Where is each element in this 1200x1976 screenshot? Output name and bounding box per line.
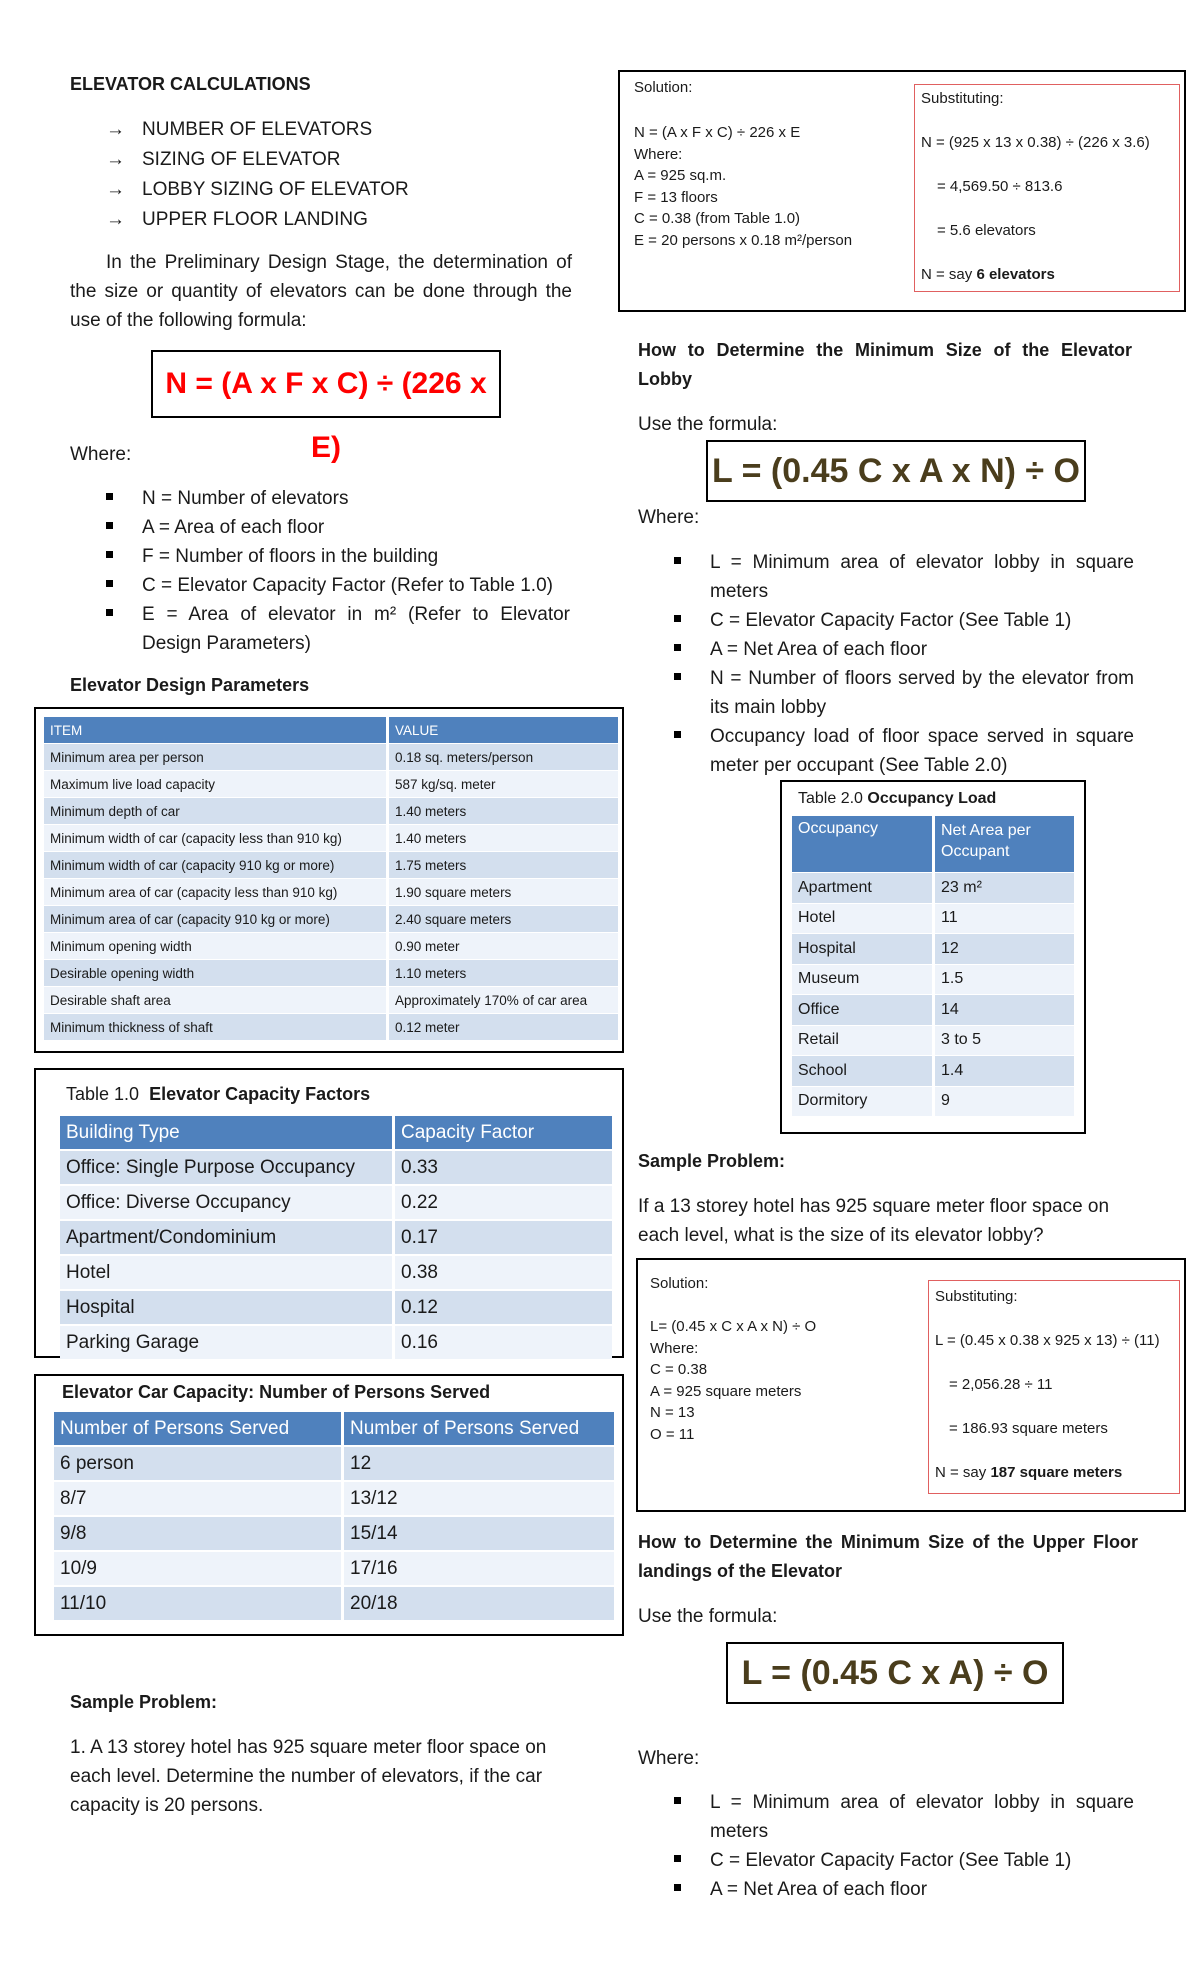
table-row: Office 14: [792, 995, 1074, 1026]
list-item: N = Number of elevators: [70, 484, 570, 513]
table-row: Apartment 23 m²: [792, 873, 1074, 904]
persons-table-box: [34, 1374, 624, 1636]
formula-definitions: [70, 484, 570, 658]
column-header: Number of Persons Served: [54, 1412, 344, 1447]
list-item: → SIZING OF ELEVATOR: [70, 145, 570, 175]
occupancy-table: [792, 816, 1074, 1117]
solution-label: Solution:: [650, 1275, 709, 1292]
table-row: Maximum live load capacity 587 kg/sq. meter: [44, 771, 618, 798]
lobby-heading: How to Determine the Minimum Size of the Elevator Lobby: [638, 340, 1132, 389]
list-item: C = Elevator Capacity Factor (Refer to Table 1.0): [70, 571, 570, 600]
list-item: E = Area of elevator in m² (Refer to Elevator Design Parameters): [70, 600, 570, 658]
table-row: Minimum area of car (capacity less than 910 kg) 1.90 square meters: [44, 879, 618, 906]
sample-problem: 1. A 13 storey hotel has 925 square meter floor space on each level. Determine the number of elevators, if the car capacity is 20 persons.: [70, 1737, 547, 1816]
table-row: Hospital 0.12: [60, 1291, 612, 1326]
list-item: Occupancy load of floor space served in square meter per occupant (See Table 2.0): [638, 722, 1134, 780]
table-row: Minimum width of car (capacity less than 910 kg) 1.40 meters: [44, 825, 618, 852]
page-title: ELEVATOR CALCULATIONS: [70, 74, 311, 94]
table-row: 10/9 17/16: [54, 1552, 614, 1587]
table-row: 8/7 13/12: [54, 1482, 614, 1517]
column-header: Capacity Factor: [395, 1116, 612, 1151]
list-item: C = Elevator Capacity Factor (See Table 1): [638, 606, 1134, 635]
use-formula-label: Use the formula:: [638, 1606, 778, 1627]
table-row: Parking Garage 0.16: [60, 1326, 612, 1361]
occupancy-table-box: [780, 780, 1086, 1134]
table-row: Museum 1.5: [792, 965, 1074, 996]
sample-problem: If a 13 storey hotel has 925 square meter floor space on each level, what is the size of its elevator lobby?: [638, 1196, 1110, 1246]
capacity-table: [60, 1116, 612, 1361]
where-label: Where:: [638, 507, 700, 528]
column-header: Occupancy: [792, 816, 935, 873]
table-row: Office: Diverse Occupancy 0.22: [60, 1186, 612, 1221]
column-header: Number of Persons Served: [344, 1412, 614, 1447]
list-item: L = Minimum area of elevator lobby in square meters: [638, 548, 1134, 606]
solution-lines: N = (A x F x C) ÷ 226 x E Where: A = 925 sq.m. F = 13 floors C = 0.38 (from Table 1.0) E = 20 persons x 0.18 m²/person: [634, 124, 853, 249]
arrow-icon: →: [106, 179, 125, 200]
sample-heading: Sample Problem:: [70, 1692, 218, 1712]
capacity-table-box: [34, 1068, 624, 1358]
list-item: F = Number of floors in the building: [70, 542, 570, 571]
upper-landing-definitions: [638, 1788, 1134, 1904]
params-table-box: [34, 707, 624, 1053]
table-row: Desirable opening width 1.10 meters: [44, 960, 618, 987]
list-item: N = Number of floors served by the elevator from its main lobby: [638, 664, 1134, 722]
lobby-formula: L = (0.45 C x A x N) ÷ O: [706, 440, 1086, 502]
table-row: Minimum thickness of shaft 0.12 meter: [44, 1014, 618, 1041]
table-row: Minimum area of car (capacity 910 kg or more) 2.40 square meters: [44, 906, 618, 933]
solution-box: [636, 1258, 1186, 1512]
arrow-icon: →: [106, 119, 125, 140]
list-item: A = Net Area of each floor: [638, 1875, 1134, 1904]
upper-landing-formula: L = (0.45 C x A) ÷ O: [726, 1642, 1064, 1704]
list-item: A = Net Area of each floor: [638, 635, 1134, 664]
table-row: Hotel 11: [792, 904, 1074, 935]
column-header: VALUE: [389, 717, 618, 744]
list-item: A = Area of each floor: [70, 513, 570, 542]
lobby-definitions: [638, 548, 1134, 780]
table-row: 6 person 12: [54, 1447, 614, 1482]
table-row: School 1.4: [792, 1056, 1074, 1087]
substituting-label: Substituting:: [921, 90, 1004, 107]
substituting-box: Substituting: N = (925 x 13 x 0.38) ÷ (226 x 3.6) = 4,569.50 ÷ 813.6 = 5.6 elevators N = say 6 elevators: [914, 84, 1180, 292]
table-row: 9/8 15/14: [54, 1517, 614, 1552]
upper-landing-heading: How to Determine the Minimum Size of the Upper Floor landings of the Elevator: [638, 1532, 1138, 1581]
table-row: Minimum width of car (capacity 910 kg or more) 1.75 meters: [44, 852, 618, 879]
params-heading: Elevator Design Parameters: [70, 675, 310, 695]
result-line: N = say 187 square meters: [935, 1464, 1123, 1481]
result-line: N = say 6 elevators: [921, 266, 1055, 283]
table-row: Minimum depth of car 1.40 meters: [44, 798, 618, 825]
list-item: L = Minimum area of elevator lobby in square meters: [638, 1788, 1134, 1846]
table-row: Hospital 12: [792, 934, 1074, 965]
persons-table: [54, 1412, 614, 1622]
solution-lines: L= (0.45 x C x A x N) ÷ O Where: C = 0.38 A = 925 square meters N = 13 O = 11: [650, 1318, 817, 1443]
column-header: Net Area per Occupant: [935, 816, 1074, 873]
elevator-formula: N = (A x F x C) ÷ (226 x E): [151, 350, 501, 418]
use-formula-label: Use the formula:: [638, 414, 778, 435]
solution-label: Solution:: [634, 79, 693, 96]
table-row: Apartment/Condominium 0.17: [60, 1221, 612, 1256]
list-item: C = Elevator Capacity Factor (See Table 1): [638, 1846, 1134, 1875]
list-item: → LOBBY SIZING OF ELEVATOR: [70, 175, 570, 205]
table-caption: Elevator Car Capacity: Number of Persons Served: [62, 1382, 491, 1402]
column-header: Building Type: [60, 1116, 395, 1151]
table-caption: Table 1.0 Elevator Capacity Factors: [66, 1084, 371, 1104]
intro-paragraph: In the Preliminary Design Stage, the determination of the size or quantity of elevators can be done through the use of the following formula:: [70, 252, 572, 331]
table-caption: Table 2.0 Occupancy Load: [798, 790, 997, 807]
sample-heading: Sample Problem:: [638, 1151, 786, 1171]
topic-list: [70, 115, 570, 235]
substituting-label: Substituting:: [935, 1288, 1018, 1305]
table-row: Hotel 0.38: [60, 1256, 612, 1291]
table-row: Retail 3 to 5: [792, 1026, 1074, 1057]
column-header: ITEM: [44, 717, 389, 744]
params-table: [44, 717, 618, 1041]
list-item: → NUMBER OF ELEVATORS: [70, 115, 570, 145]
table-row: Dormitory 9: [792, 1087, 1074, 1118]
table-row: Minimum area per person 0.18 sq. meters/person: [44, 744, 618, 771]
table-row: Office: Single Purpose Occupancy 0.33: [60, 1151, 612, 1186]
where-label: Where:: [70, 444, 132, 465]
arrow-icon: →: [106, 209, 125, 230]
arrow-icon: →: [106, 149, 125, 170]
table-row: Minimum opening width 0.90 meter: [44, 933, 618, 960]
table-row: Desirable shaft area Approximately 170% of car area: [44, 987, 618, 1014]
solution-box: [618, 70, 1186, 312]
list-item: → UPPER FLOOR LANDING: [70, 205, 570, 235]
where-label: Where:: [638, 1748, 700, 1769]
table-row: 11/10 20/18: [54, 1587, 614, 1622]
substituting-box: Substituting: L = (0.45 x 0.38 x 925 x 13) ÷ (11) = 2,056.28 ÷ 11 = 186.93 square meters N = say 187 square meters: [928, 1280, 1180, 1494]
